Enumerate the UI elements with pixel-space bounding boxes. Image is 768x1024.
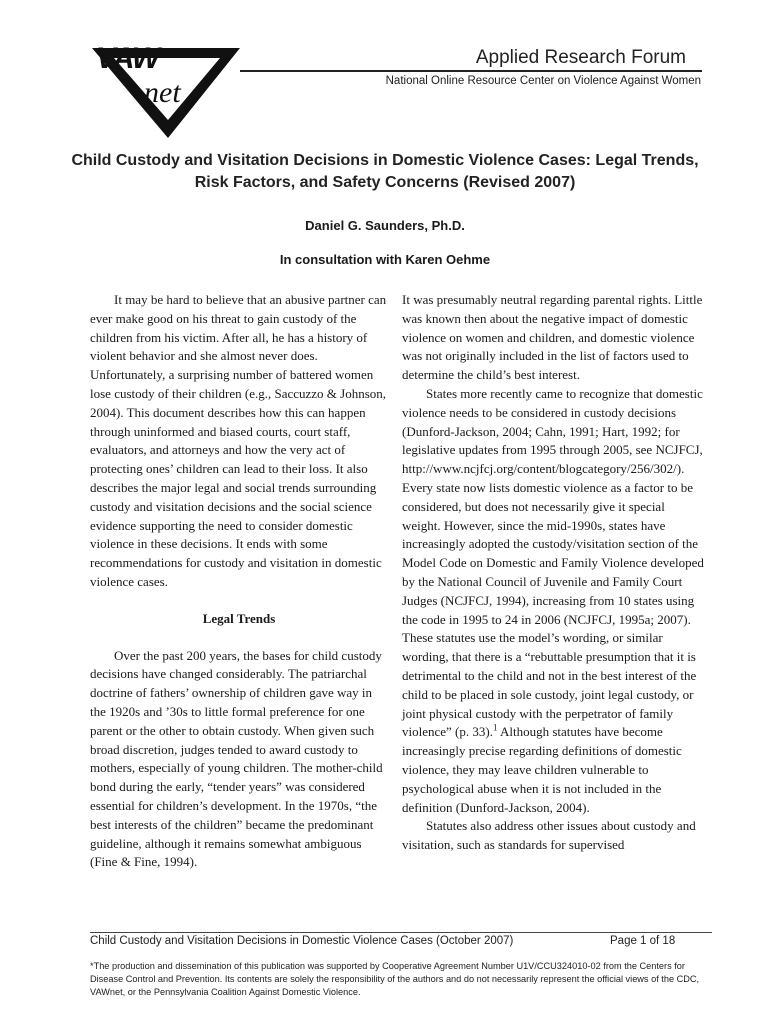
footer-title: Child Custody and Visitation Decisions in Domestic Violence Cases (October 2007) [90,935,514,947]
paragraph: Statutes also address other issues about custody and visitation, such as standards for supervised [402,818,696,853]
document-author: Daniel G. Saunders, Ph.D. [305,218,465,233]
paragraph: It was presumably neutral regarding parental rights. Little was known then about the negative impact of domestic violence on women and children, and domestic violence was not originally included in the list of factors used to determine the child’s best interest. [402,292,703,383]
section-heading: Legal Trends [202,610,276,626]
footer-note: *The production and dissemination of this publication was supported by Cooperative Agreement Number U1V/CCU324010-02 from the Centers for Disease Control and Prevention. Its contents are solely the responsibility of the authors and do not necessarily represent the official views of the CDC, VAWnet, or the Pennsylvania Coalition Against Domestic Violence. [90,961,700,997]
paragraph-text: Although statutes have become increasingly precise regarding definitions of domestic violence, they may leave children vulnerable to psychological abuse when it is not included in the definition (Dunford-Jackson, 2004). [402,724,682,815]
page-number: Page 1 of 18 [610,935,676,947]
paragraph: Over the past 200 years, the bases for child custody decisions have changed considerably. The patriarchal doctrine of fathers’ ownership of children gave way in the 1920s and ’30s to little formal preference for one parent or the other to obtain custody. When given such broad discretion, judges tended to award custody to mothers, especially of young children. The mother-child bond during the early, “tender years” was considered essential for children’s development. In the 1970s, “the best interests of the children” became the predominant guideline, although it remains somewhat ambiguous (Fine & Fine, 1994). [90,647,383,870]
document-consultation: In consultation with Karen Oehme [279,252,491,267]
footnote-ref: 1 [492,723,498,733]
svg-text:VAW: VAW [96,42,160,75]
forum-title: Applied Research Forum [475,47,686,68]
paragraph [402,385,706,817]
paragraph: It may be hard to believe that an abusive partner can ever make good on his threat to gain custody of the children from his victim. After all, he has a history of violent behavior and she almost never does. Unfortunately, a surprising number of battered women lose custody of their children (e.g., Saccuzzo & Johnson, 2004). This document describes how this can happen through uninformed and biased courts, court staff, evaluators, and attorneys and how the very act of protecting ones’ children can lead to their loss. It also describes the major legal and social trends surrounding custody and visitation decisions and the social science evidence supporting the need to consider domestic violence in these decisions. It ends with some recommendations for custody and visitation in domestic violence cases. [90,292,387,589]
vawnet-logo [90,42,250,142]
svg-text:net: net [144,76,181,109]
forum-subtitle: National Online Resource Center on Violence Against Women [385,75,701,87]
body-right-column [402,291,706,855]
document-title: Child Custody and Visitation Decisions in Domestic Violence Cases: Legal Trends, Risk Factors, and Safety Concerns (Revised 2007) [71,152,699,191]
header-rule [240,70,702,72]
footer-rule [90,932,712,933]
body-left-column [90,291,388,872]
paragraph-text: States more recently came to recognize that domestic violence needs to be considered in custody decisions (Dunford-Jackson, 2004; Cahn, 1991; Hart, 1992; for legislative updates from 1995 through 2005, see NCJFCJ, http://www.ncjfcj.org/content/blogcategory/256/302/). Every state now lists domestic violence as a factor to be considered, but does not necessarily give it special weight. However, since the mid-1990s, states have increasingly adopted the custody/visitation section of the Model Code on Domestic and Family Violence developed by the National Council of Juvenile and Family Court Judges (NCJFCJ, 1994), increasing from 10 states using the code in 1995 to 24 in 2006 (NCJFCJ, 1995a; 2007). These statutes use the model’s wording, or similar wording, that there is a “rebuttable presumption that it is detrimental to the child and not in the best interest of the child to be placed in sole custody, joint legal custody, or joint physical custody with the perpetrator of family violence” (p. 33). [402,385,704,740]
